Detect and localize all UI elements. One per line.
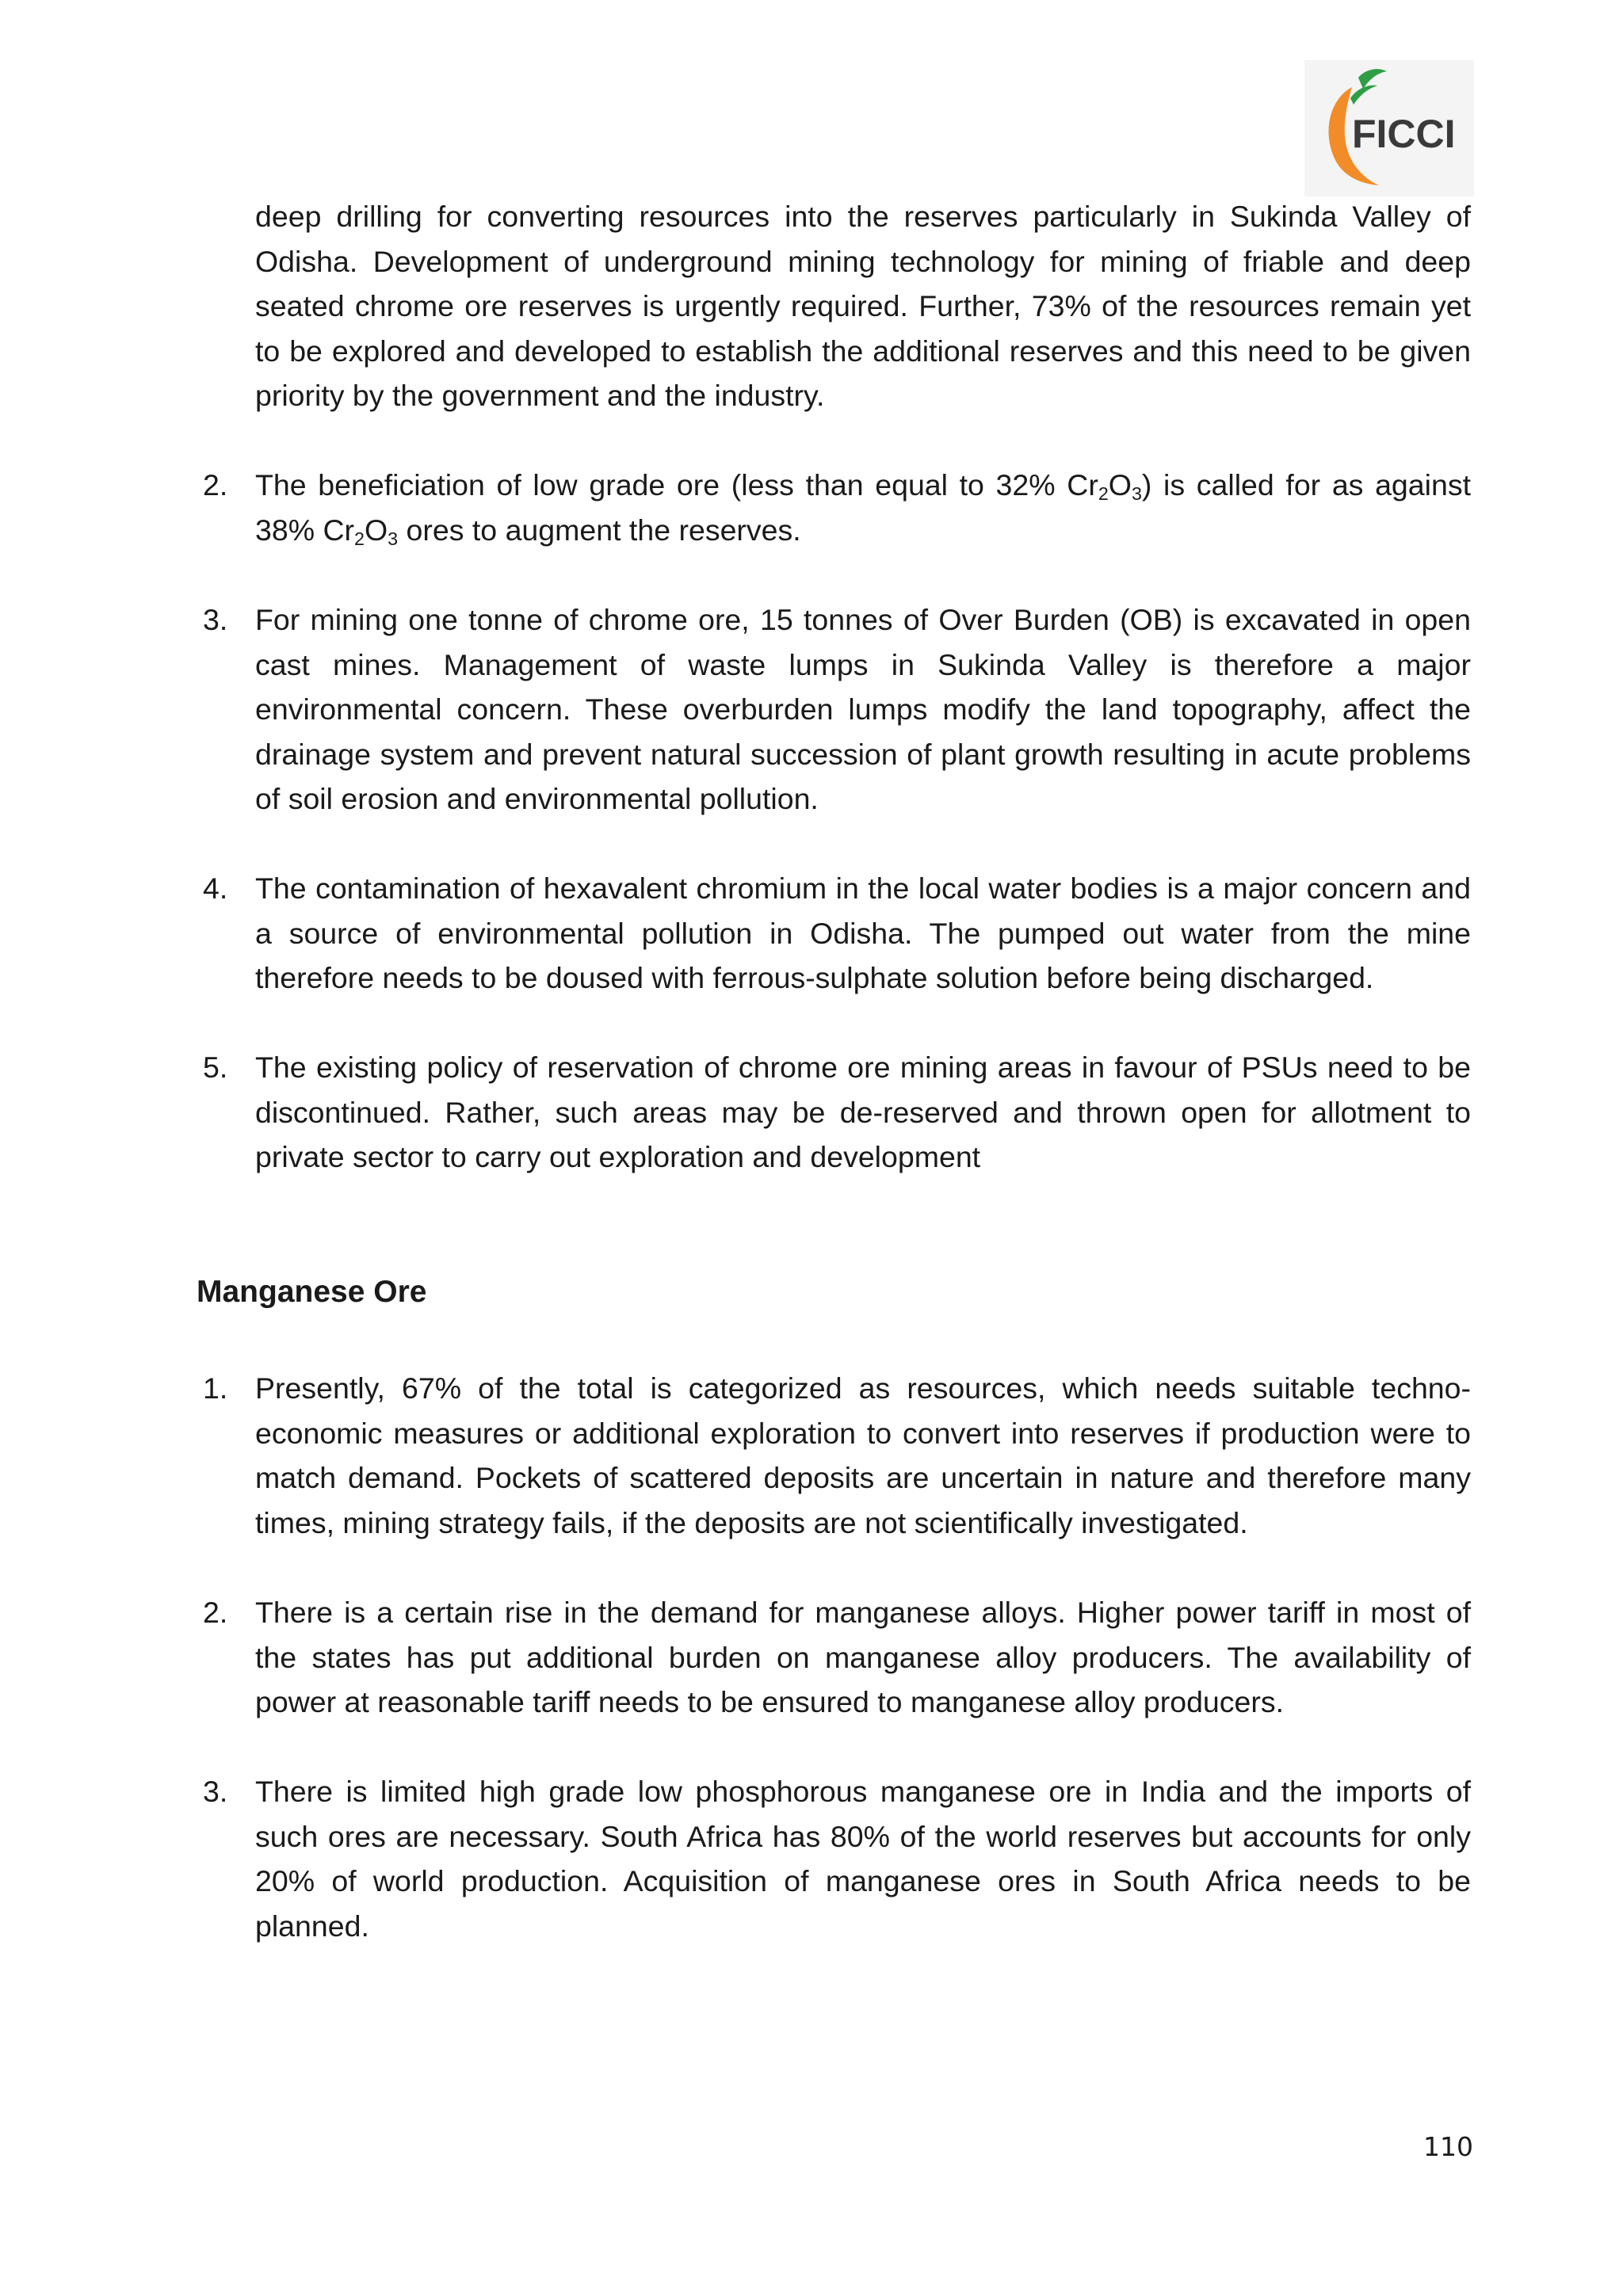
list-text: The beneficiation of low grade ore (less than equal to 32% $Cr_2O_3$) is called for as against 38% $Cr_2O_3$ ores to augment the reserves. (255, 468, 1471, 549)
list-number: 1. (203, 1371, 228, 1405)
list-number: 2. (203, 468, 228, 502)
intro-paragraph: deep drilling for converting resources into the reserves particularly in Sukinda Valley of Odisha. Development of underground mining technology for mining of friable and deep seated chrome ore reserves is urgently required. Further, 73% of the resources remain yet to be explored and developed to establish the additional reserves and this need to be given priority by the government and the industry. (255, 200, 1471, 412)
list-text: The existing policy of reservation of chrome ore mining areas in favour of PSUs need to be discontinued. Rather, such areas may be de-reserved and thrown open for allotment to private sector to carry out exploration and development (255, 1051, 1471, 1173)
ficci-logo (1304, 60, 1474, 196)
section-heading: Manganese Ore (197, 1275, 427, 1309)
list-text: For mining one tonne of chrome ore, 15 tonnes of Over Burden (OB) is excavated in open cast mines. Management of waste lumps in Sukinda Valley is therefore a major environmental concern. These overburden lumps modify the land topography, affect the drainage system and prevent natural succession of plant growth resulting in acute problems of soil erosion and environmental pollution. (255, 603, 1471, 815)
list-text: The contamination of hexavalent chromium in the local water bodies is a major concern and a source of environmental pollution in Odisha. The pumped out water from the mine therefore needs to be doused with ferrous-sulphate solution before being discharged. (255, 871, 1471, 994)
list-number: 4. (203, 871, 228, 905)
list-number: 2. (203, 1596, 228, 1629)
logo-text: FICCI (1352, 112, 1456, 156)
list-text: Presently, 67% of the total is categorized as resources, which needs suitable techno-economic measures or additional exploration to convert into reserves if production were to match demand. Pockets of scattered deposits are uncertain in nature and therefore many times, mining strategy fails, if the deposits are not scientifically investigated. (255, 1371, 1471, 1539)
list-text: There is a certain rise in the demand for manganese alloys. Higher power tariff in most of the states has put additional burden on manganese alloy producers. The availability of power at reasonable tariff needs to be ensured to manganese alloy producers. (255, 1596, 1471, 1718)
page-number: 110 (1423, 2131, 1473, 2162)
list-text: There is limited high grade low phosphorous manganese ore in India and the imports of such ores are necessary. South Africa has 80% of the world reserves but accounts for only 20% of world production. Acquisition of manganese ores in South Africa needs to be planned. (255, 1775, 1471, 1943)
list-number: 5. (203, 1051, 228, 1084)
list-number: 3. (203, 603, 228, 636)
list-number: 3. (203, 1775, 228, 1808)
